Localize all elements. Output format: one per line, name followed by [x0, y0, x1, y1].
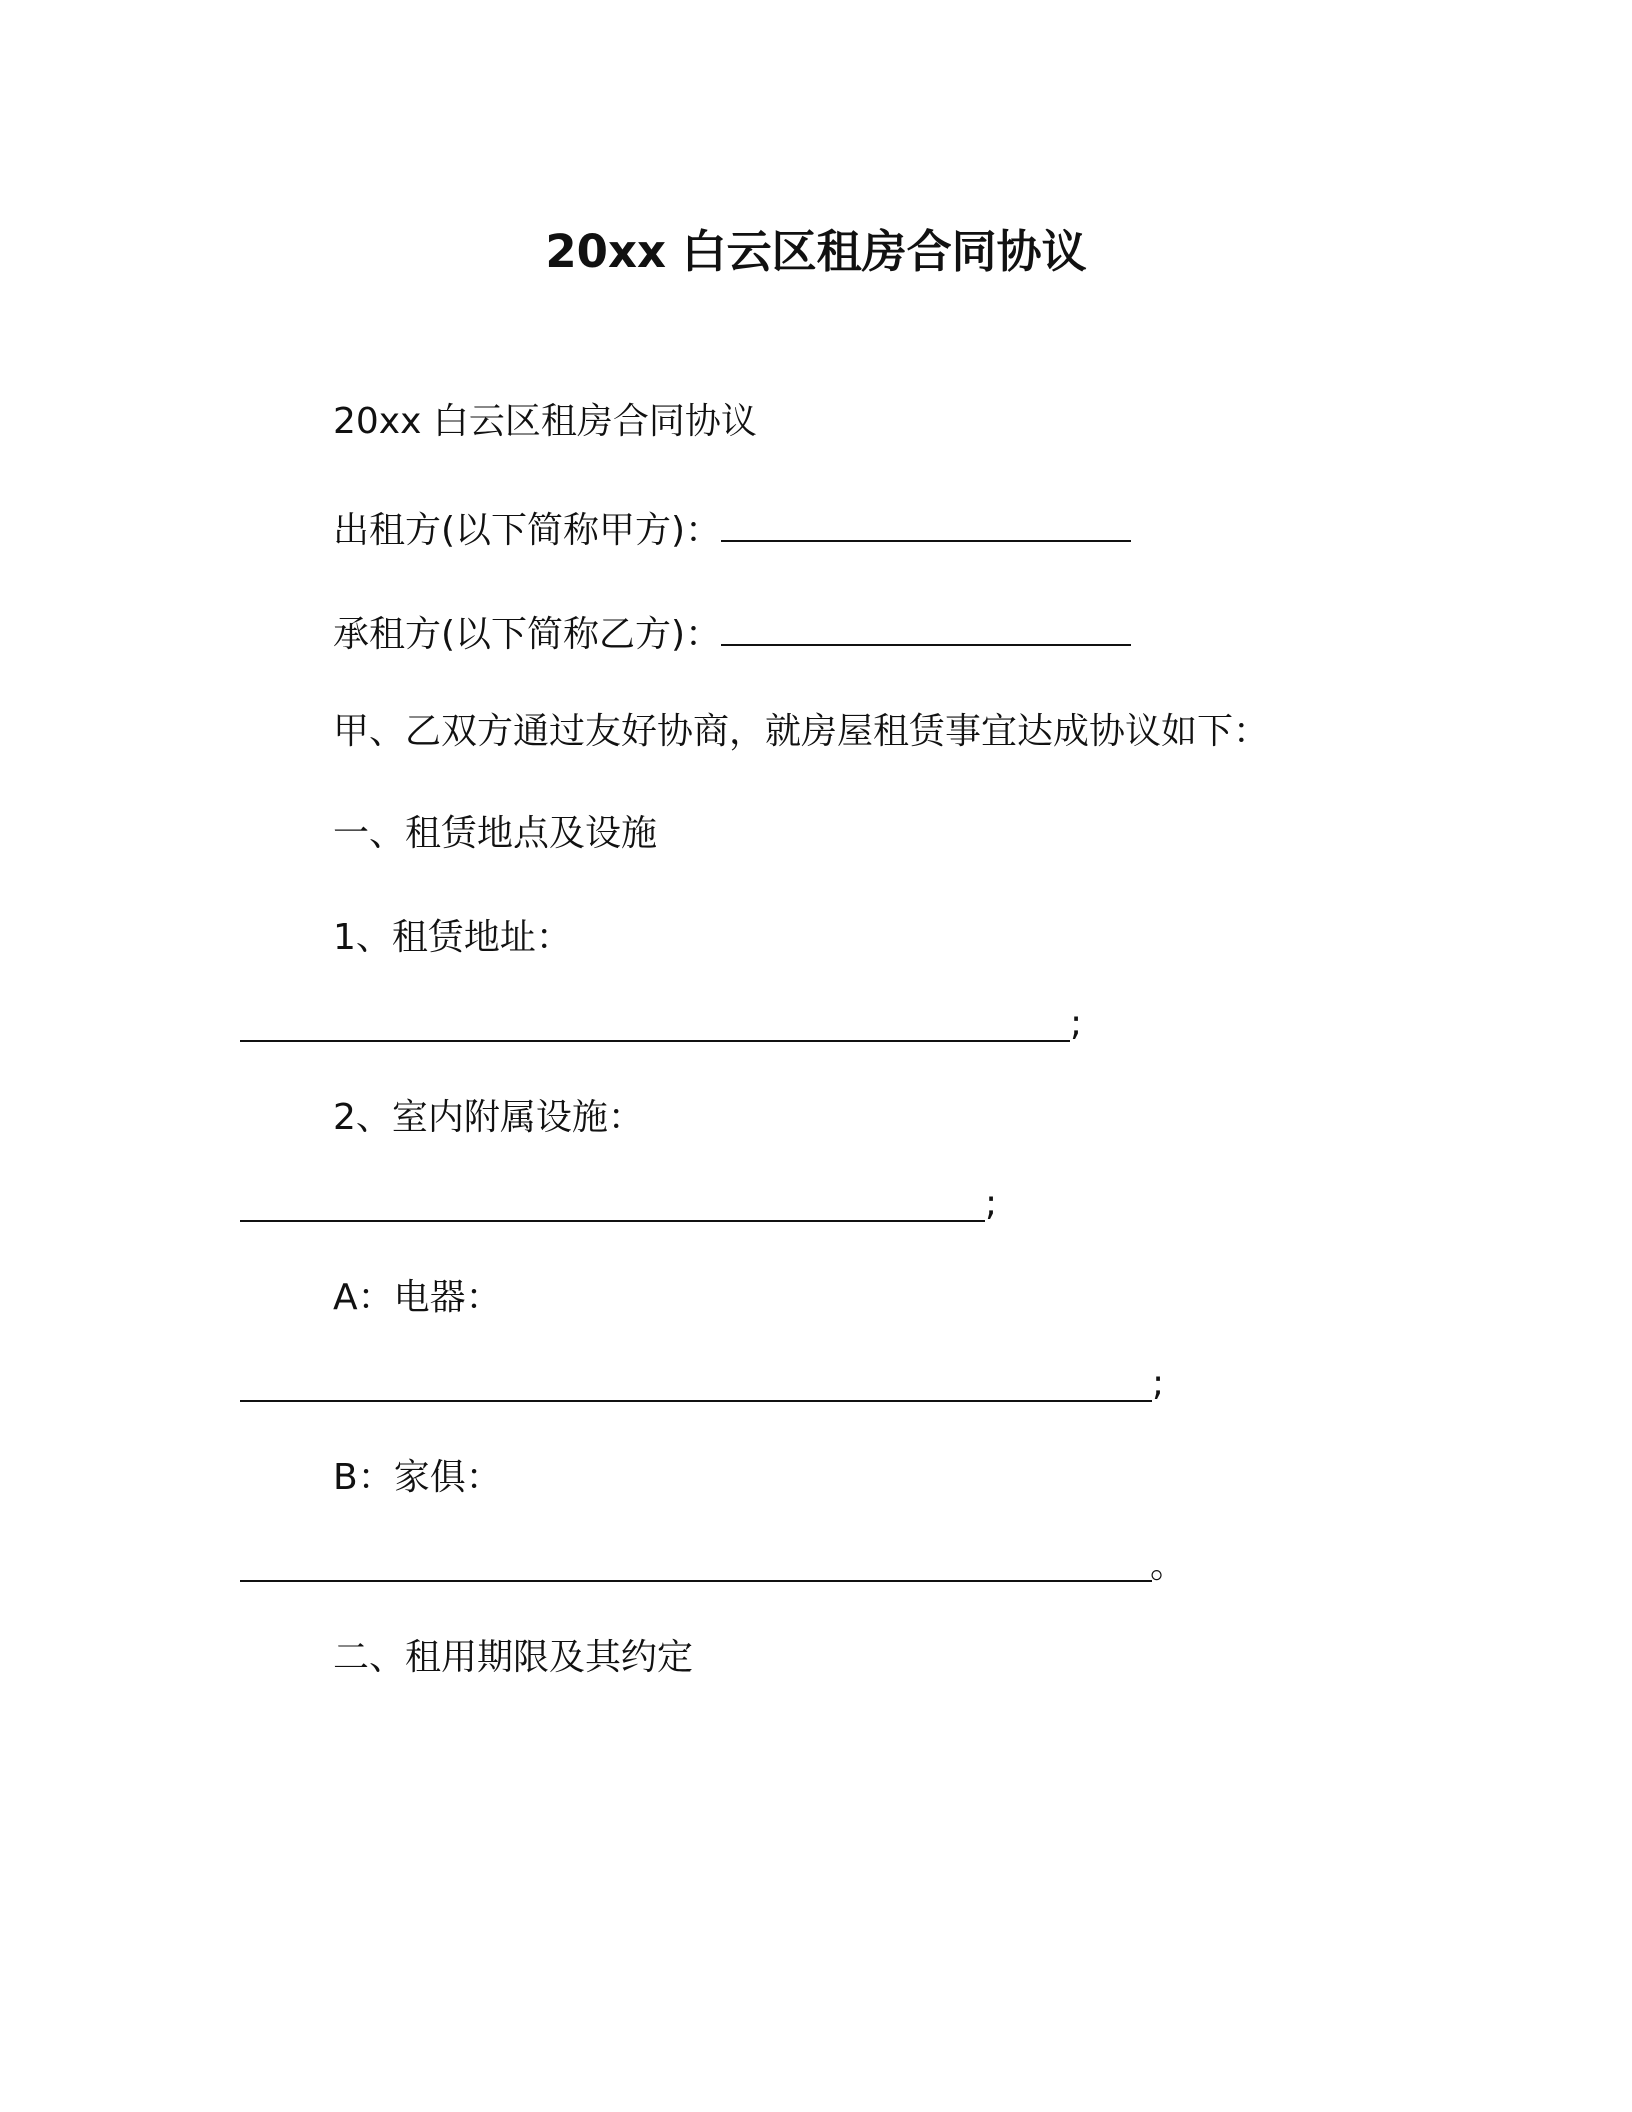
lessee-row	[333, 610, 1131, 659]
itemA-label: A：电器：	[333, 1277, 502, 1318]
item2-label: 2、室内附属设施：	[333, 1097, 644, 1138]
intro-paragraph: 甲、乙双方通过友好协商，就房屋租赁事宜达成协议如下：	[333, 711, 1270, 752]
lessee-label: 承租方(以下简称乙方)：	[333, 614, 722, 655]
lessee-blank	[721, 610, 1131, 646]
itemB-end: 。	[1150, 1545, 1187, 1586]
document-title: 20xx 白云区租房合同协议	[545, 225, 1087, 278]
itemB-blank	[240, 1580, 1152, 1582]
item2-end: ;	[985, 1183, 998, 1224]
document-subtitle: 20xx 白云区租房合同协议	[333, 401, 757, 442]
lessor-row	[333, 506, 1131, 555]
item1-end: ;	[1070, 1003, 1083, 1044]
item1-blank	[240, 1040, 1070, 1042]
section2-heading: 二、租用期限及其约定	[333, 1637, 694, 1678]
itemA-blank	[240, 1400, 1152, 1402]
itemA-end: ;	[1152, 1363, 1165, 1404]
item1-label: 1、租赁地址：	[333, 917, 572, 958]
itemB-label: B：家俱：	[333, 1457, 502, 1498]
section1-heading: 一、租赁地点及设施	[333, 813, 658, 854]
lessor-label: 出租方(以下简称甲方)：	[333, 510, 722, 551]
lessor-blank	[721, 506, 1131, 542]
item2-blank	[240, 1220, 985, 1222]
